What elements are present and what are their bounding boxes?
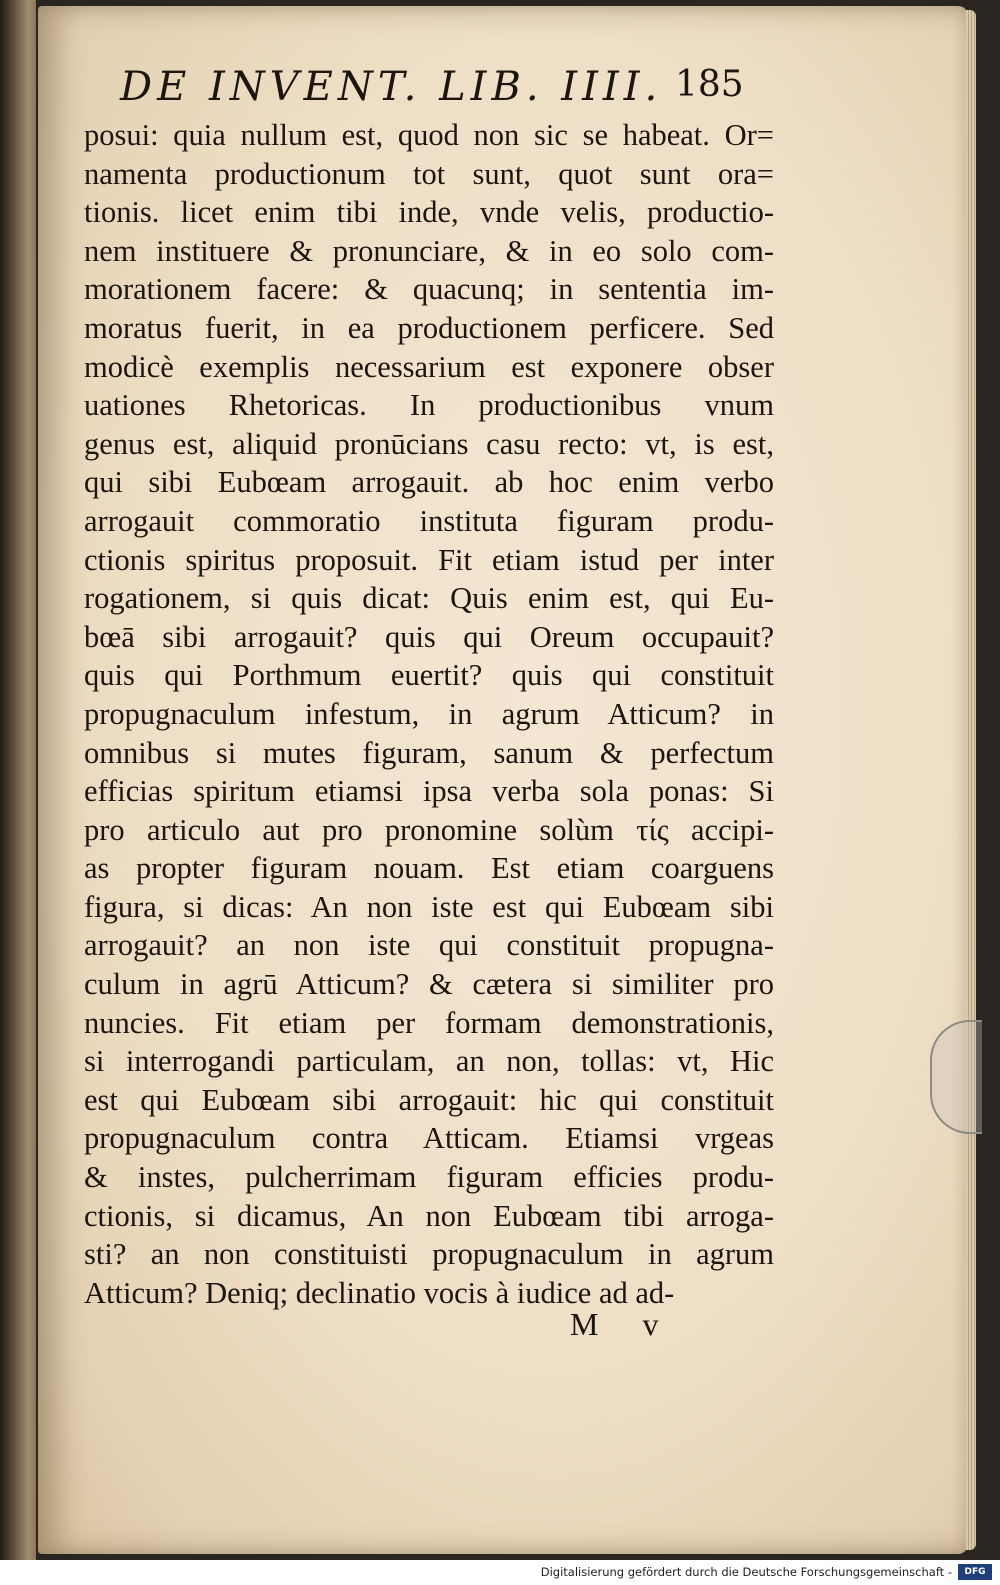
text-line: nem instituere & pronunciare, & in eo solo com- xyxy=(84,233,774,268)
text-line: as propter figuram nouam. Est etiam coarguens xyxy=(84,851,774,886)
text-line: sti? an non constituisti propugnaculum in agrum xyxy=(84,1237,774,1272)
running-head xyxy=(120,64,744,110)
text-line: modicè exemplis necessarium est exponere obser xyxy=(84,349,774,384)
text-line: pro articulo aut pro pronomine solùm τίς accipi- xyxy=(84,812,774,847)
text-line: ctionis spiritus proposuit. Fit etiam istud per inter xyxy=(84,542,774,577)
text-line: quis qui Porthmum euertit? quis qui constituit xyxy=(84,658,774,693)
text-line: genus est, aliquid pronūcians casu recto: vt, is est, xyxy=(84,426,774,461)
text-line: morationem facere: & quacunq; in sententia im- xyxy=(84,272,774,307)
text-line: namenta productionum tot sunt, quot sunt ora= xyxy=(84,156,774,191)
running-head-title: DE INVENT. LIB. IIII. xyxy=(120,64,663,110)
text-line: nuncies. Fit etiam per formam demonstrationis, xyxy=(84,1005,774,1040)
page-clip-tab xyxy=(930,1020,982,1134)
text-line: posui: quia nullum est, quod non sic se habeat. Or= xyxy=(84,118,774,152)
text-line: moratus fuerit, in ea productionem perficere. Sed xyxy=(84,310,774,345)
text-line: si interrogandi particulam, an non, tollas: vt, Hic xyxy=(84,1044,774,1079)
text-line: omnibus si mutes figuram, sanum & perfectum xyxy=(84,735,774,770)
signature-mark: M v xyxy=(570,1306,677,1342)
folio-number: 185 xyxy=(675,64,744,105)
text-line: Atticum? Deniq; declinatio vocis à iudice ad ad- xyxy=(84,1275,675,1310)
text-line: bœā sibi arrogauit? quis qui Oreum occupauit? xyxy=(84,619,774,654)
text-line: efficias spiritum etiamsi ipsa verba sola ponas: Si xyxy=(84,774,774,809)
body-text xyxy=(84,116,774,1312)
facing-page-bleed-text xyxy=(4,120,34,1120)
footer-credit: Digitalisierung gefördert durch die Deutsche Forschungsgemeinschaft - xyxy=(540,1565,952,1579)
dfg-logo: DFG xyxy=(958,1564,992,1580)
text-line: uationes Rhetoricas. In productionibus vnum xyxy=(84,388,774,423)
text-line: arrogauit? an non iste qui constituit propugna- xyxy=(84,928,774,963)
text-line: ctionis, si dicamus, An non Eubœam tibi arroga- xyxy=(84,1198,774,1233)
text-line: est qui Eubœam sibi arrogauit: hic qui constituit xyxy=(84,1082,774,1117)
text-line: propugnaculum contra Atticam. Etiamsi vrgeas xyxy=(84,1121,774,1156)
text-line: qui sibi Eubœam arrogauit. ab hoc enim verbo xyxy=(84,465,774,500)
text-line: figura, si dicas: An non iste est qui Eubœam sibi xyxy=(84,889,774,924)
facing-page-edge xyxy=(0,0,36,1560)
text-line: arrogauit commoratio instituta figuram produ- xyxy=(84,503,774,538)
text-line: & instes, pulcherrimam figuram efficies produ- xyxy=(84,1160,774,1195)
text-line: rogationem, si quis dicat: Quis enim est, qui Eu- xyxy=(84,581,774,616)
footer-bar xyxy=(0,1560,1000,1585)
text-line: tionis. licet enim tibi inde, vnde velis, productio- xyxy=(84,195,774,230)
text-line: culum in agrū Atticum? & cætera si similiter pro xyxy=(84,967,774,1002)
text-line: propugnaculum infestum, in agrum Atticum? in xyxy=(84,696,774,731)
page-stack-edge xyxy=(966,10,976,1550)
